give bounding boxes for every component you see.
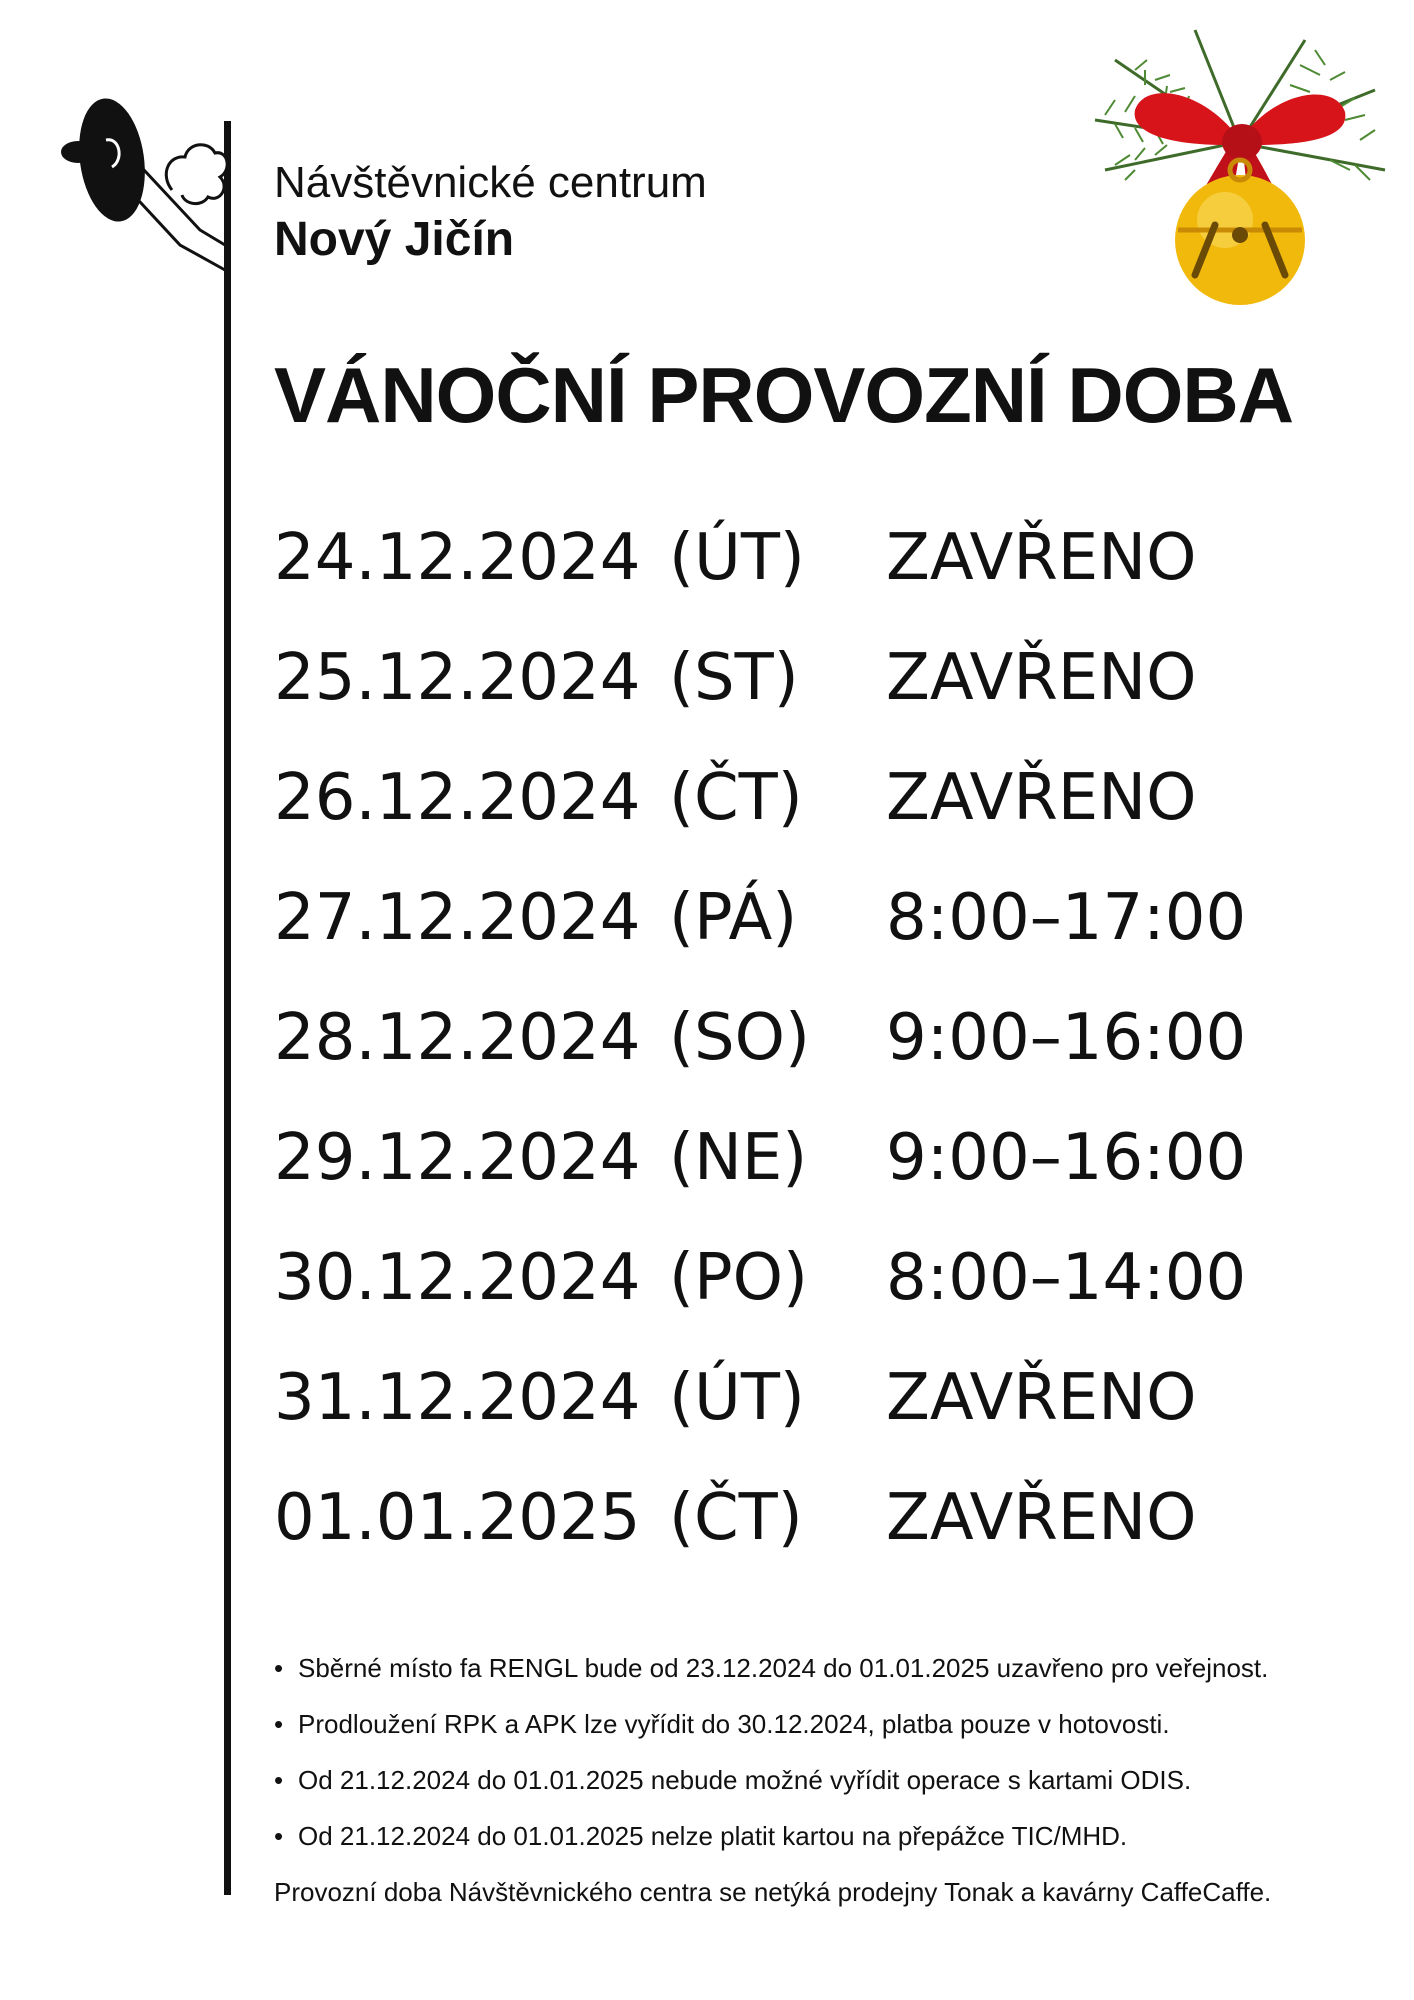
bullet-icon: • [274, 1821, 284, 1851]
note-text: Prodloužení RPK a APK lze vyřídit do 30.12.2024, platba pouze v hotovosti. [298, 1709, 1170, 1739]
footer-note: Provozní doba Návštěvnického centra se netýká prodejny Tonak a kavárny CaffeCaffe. [274, 1877, 1272, 1907]
schedule-status: 8:00–17:00 [886, 881, 1247, 955]
organization-city: Nový Jičín [274, 213, 515, 266]
notes-section [274, 1640, 1374, 1920]
schedule-date: 27.12.2024 [274, 881, 641, 955]
schedule-day: (ČT) [669, 761, 803, 835]
schedule-status: ZAVŘENO [886, 761, 1197, 835]
note-text: Sběrné místo fa RENGL bude od 23.12.2024 do 01.01.2025 uzavřeno pro veřejnost. [298, 1653, 1269, 1683]
schedule-date: 26.12.2024 [274, 761, 641, 835]
schedule-day: (ČT) [669, 1481, 803, 1555]
schedule-day: (PÁ) [669, 881, 798, 955]
vertical-divider-line [224, 121, 231, 1895]
bullet-icon: • [274, 1709, 284, 1739]
schedule-day: (SO) [669, 1001, 810, 1075]
schedule-date: 28.12.2024 [274, 1001, 641, 1075]
schedule-status: ZAVŘENO [886, 1481, 1197, 1555]
schedule-day: (ÚT) [669, 1361, 805, 1435]
schedule-date: 01.01.2025 [274, 1481, 641, 1555]
schedule-day: (PO) [669, 1241, 808, 1315]
schedule-status: ZAVŘENO [886, 521, 1197, 595]
note-text: Od 21.12.2024 do 01.01.2025 nebude možné vyřídit operace s kartami ODIS. [298, 1765, 1192, 1795]
schedule-status: ZAVŘENO [886, 641, 1197, 715]
schedule-date: 29.12.2024 [274, 1121, 641, 1195]
note-item [274, 1752, 1374, 1808]
schedule-status: 9:00–16:00 [886, 1121, 1247, 1195]
schedule-day: (ÚT) [669, 521, 805, 595]
schedule-status: 9:00–16:00 [886, 1001, 1247, 1075]
page-title: VÁNOČNÍ PROVOZNÍ DOBA [274, 351, 1294, 439]
schedule-date: 30.12.2024 [274, 1241, 641, 1315]
note-item [274, 1640, 1374, 1696]
note-text: Od 21.12.2024 do 01.01.2025 nelze platit kartou na přepážce TIC/MHD. [298, 1821, 1128, 1851]
schedule-day: (NE) [669, 1121, 808, 1195]
schedule-status: ZAVŘENO [886, 1361, 1197, 1435]
note-item [274, 1808, 1374, 1864]
organization-name: Návštěvnické centrum [274, 158, 707, 207]
schedule-date: 25.12.2024 [274, 641, 641, 715]
peeking-figure-with-hat-icon [60, 95, 235, 280]
schedule-status: 8:00–14:00 [886, 1241, 1247, 1315]
schedule-date: 24.12.2024 [274, 521, 641, 595]
schedule-day: (ST) [669, 641, 799, 715]
christmas-bell-ornament-icon [1075, 20, 1395, 310]
note-item [274, 1696, 1374, 1752]
organization-header [274, 155, 707, 269]
bullet-icon: • [274, 1653, 284, 1683]
bullet-icon: • [274, 1765, 284, 1795]
schedule-date: 31.12.2024 [274, 1361, 641, 1435]
